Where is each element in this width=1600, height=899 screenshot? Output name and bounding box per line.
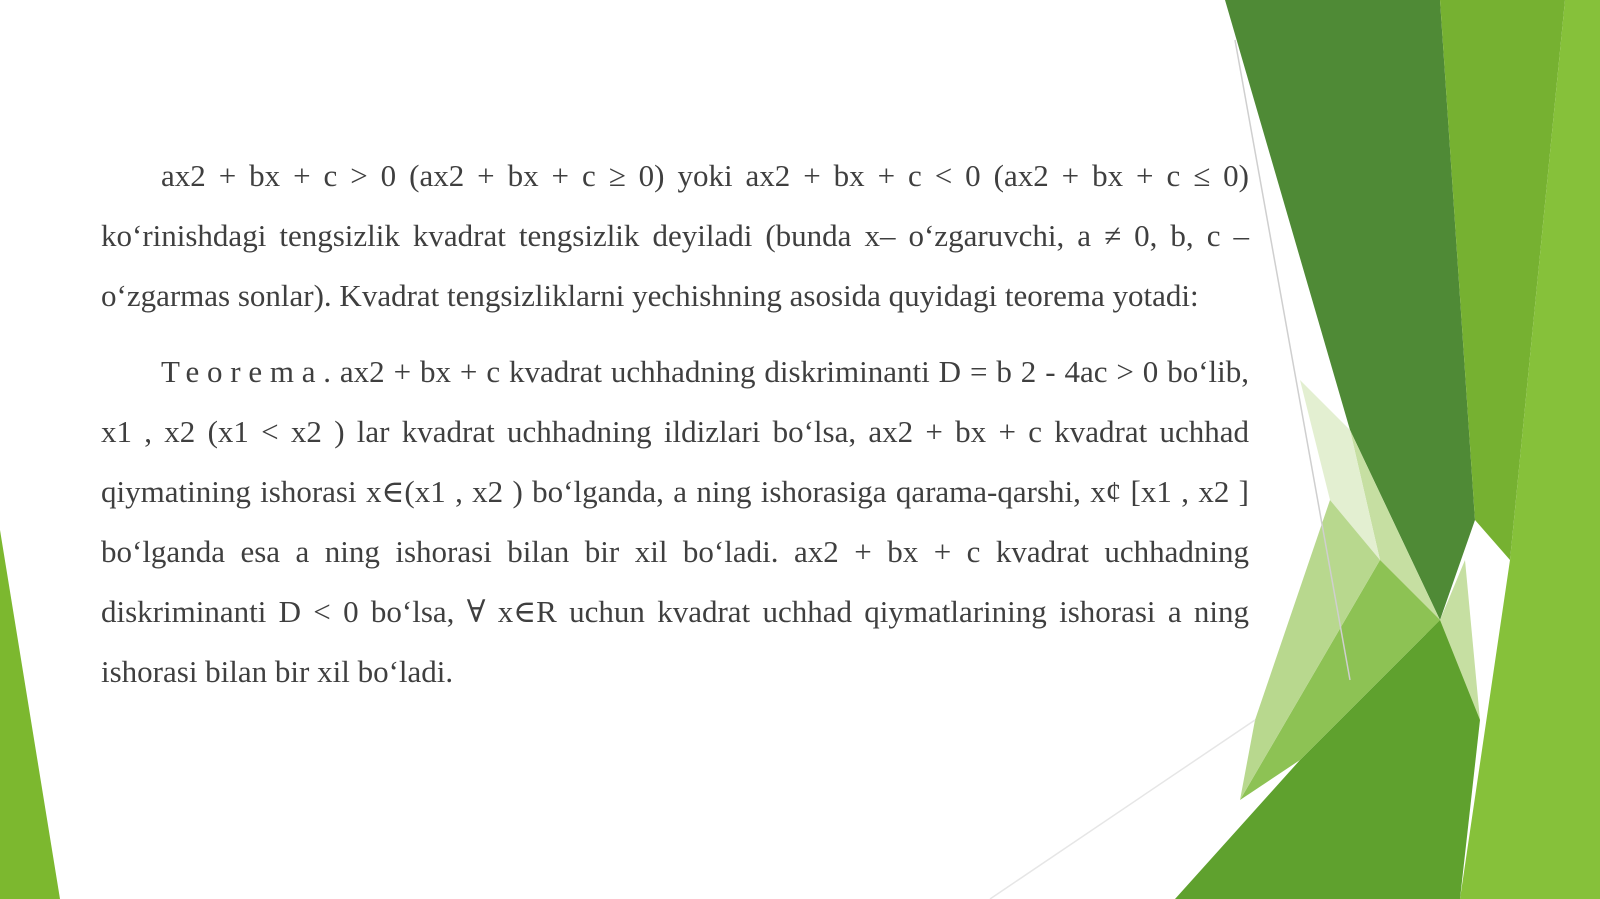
left-green-wedge [0, 530, 60, 899]
paragraph-definition: ax2 + bx + c > 0 (ax2 + bx + c ≥ 0) yoki ax2 + bx + c < 0 (ax2 + bx + c ≤ 0) koʻrinishdagi tengsizlik kvadrat tengsizlik deyiladi (bunda x– oʻzgaruvchi, a ≠ 0, b, c – oʻzgarmas sonlar). Kvadrat tengsizliklarni yechishning asosida quyidagi teorema yotadi: [101, 158, 1249, 313]
theorem-text: . ax2 + bx + c kvadrat uchhadning diskriminanti D = b 2 - 4ac > 0 boʻlib, x1 , x2 (x1 < x2 ) lar kvadrat uchhadning ildizlari boʻlsa, ax2 + bx + c kvadrat uchhad qiymatining ishorasi x∈(x1 , x2 ) boʻlganda, a ning ishorasiga qarama-qarshi, x¢ [x1 , x2 ] boʻlganda esa a ning ishorasi bilan bir xil boʻladi. ax2 + bx + c kvadrat uchhadning diskriminanti D < 0 boʻlsa, ∀ x∈R uchun kvadrat uchhad qiymatlarining ishorasi a ning ishorasi bilan bir xil boʻladi. [101, 354, 1249, 689]
paragraph-theorem [101, 342, 1249, 702]
body-text [101, 146, 1249, 702]
theorem-label: Teorema [161, 354, 324, 389]
